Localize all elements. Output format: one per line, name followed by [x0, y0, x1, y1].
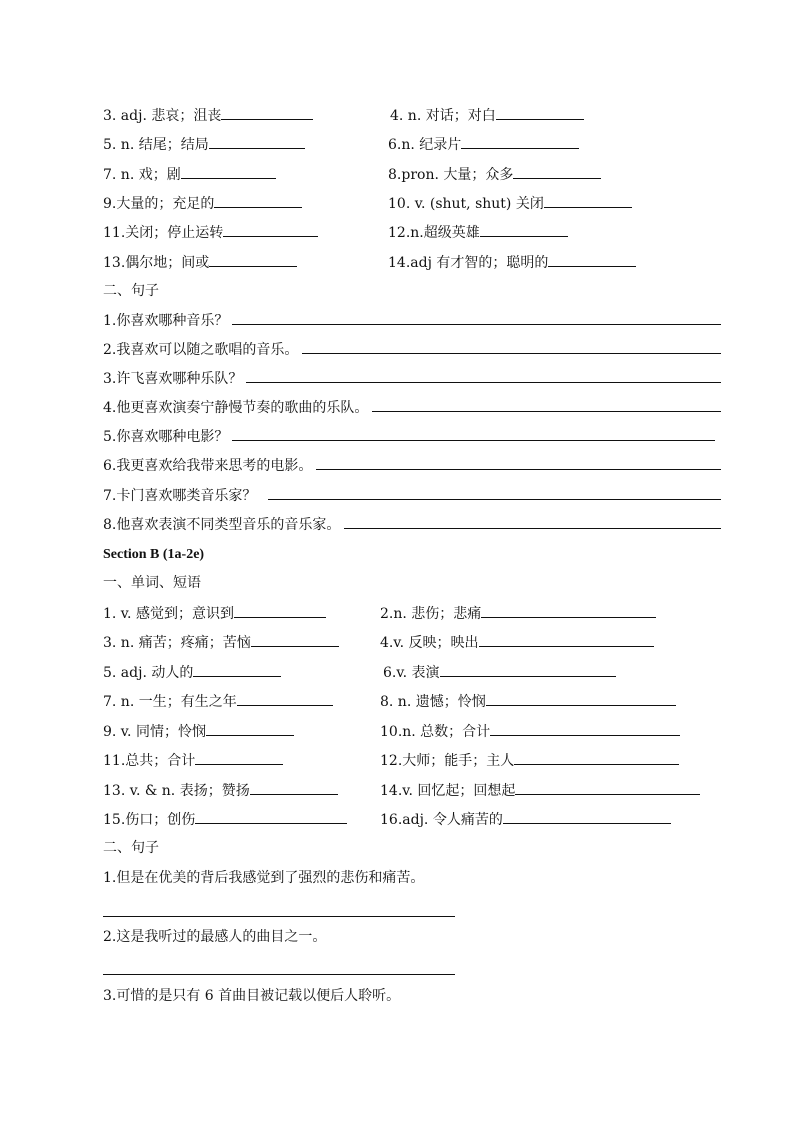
answer-blank[interactable] [544, 192, 632, 208]
vocab-item: 14.v. 回忆起；回想起 [380, 779, 700, 802]
answer-line[interactable] [246, 367, 721, 383]
sentence-item: 1.你喜欢哪种音乐？ [103, 309, 721, 331]
vocab-item: 15.伤口；创伤 [103, 808, 347, 831]
vocab-item: 7. n. 戏；剧 [103, 163, 276, 186]
vocab-item: 8. n. 遗憾；怜悯 [380, 690, 676, 713]
answer-line[interactable] [344, 513, 721, 529]
answer-blank[interactable] [440, 661, 616, 677]
sentence-heading: 二、句子 [103, 283, 159, 299]
vocab-item: 9.大量的；充足的 [103, 192, 302, 215]
answer-blank[interactable] [195, 749, 283, 765]
answer-line[interactable] [302, 338, 721, 354]
answer-blank[interactable] [515, 779, 700, 795]
sentence-item: 1.但是在优美的背后我感觉到了强烈的悲伤和痛苦。 [103, 870, 425, 886]
sentence-heading: 二、句子 [103, 840, 159, 856]
answer-blank[interactable] [513, 163, 601, 179]
sentence-item: 2.这是我听过的最感人的曲目之一。 [103, 929, 327, 945]
answer-blank[interactable] [251, 631, 339, 647]
vocab-item: 4.v. 反映；映出 [380, 631, 654, 654]
sentence-item: 7.卡门喜欢哪类音乐家？ [103, 484, 721, 506]
answer-blank[interactable] [490, 720, 680, 736]
answer-blank[interactable] [461, 133, 579, 149]
vocab-item: 14.adj 有才智的；聪明的 [388, 251, 636, 274]
answer-blank[interactable] [223, 221, 318, 237]
sentence-item: 8.他喜欢表演不同类型音乐的音乐家。 [103, 513, 721, 535]
vocab-heading: 一、单词、短语 [103, 575, 201, 591]
answer-line[interactable] [316, 454, 721, 470]
vocab-item: 9. v. 同情；怜悯 [103, 720, 294, 743]
vocab-item: 8.pron. 大量；众多 [388, 163, 601, 186]
answer-blank[interactable] [221, 104, 313, 120]
answer-blank[interactable] [234, 602, 326, 618]
vocab-item: 5. adj. 动人的 [103, 661, 281, 684]
vocab-item: 10.n. 总数；合计 [380, 720, 680, 743]
vocab-item: 12.大师；能手；主人 [380, 749, 679, 772]
answer-blank[interactable] [250, 779, 338, 795]
vocab-item: 16.adj. 令人痛苦的 [380, 808, 671, 831]
answer-line[interactable] [232, 309, 721, 325]
answer-blank[interactable] [193, 661, 281, 677]
vocab-item: 4. n. 对话；对白 [390, 104, 584, 127]
vocab-item: 3. adj. 悲哀；沮丧 [103, 104, 313, 127]
answer-line[interactable] [103, 916, 455, 917]
answer-blank[interactable] [195, 808, 347, 824]
sentence-item: 3.可惜的是只有 6 首曲目被记载以便后人聆听。 [103, 988, 401, 1004]
answer-blank[interactable] [496, 104, 584, 120]
vocab-item: 12.n.超级英雄 [388, 221, 568, 244]
vocab-item: 5. n. 结尾；结局 [103, 133, 305, 156]
vocab-item: 13.偶尔地；间或 [103, 251, 297, 274]
vocab-item: 11.总共；合计 [103, 749, 283, 772]
answer-line[interactable] [268, 484, 721, 500]
answer-blank[interactable] [209, 251, 297, 267]
answer-blank[interactable] [503, 808, 671, 824]
vocab-item: 6.n. 纪录片 [388, 133, 579, 156]
vocab-item: 1. v. 感觉到；意识到 [103, 602, 326, 625]
vocab-item: 7. n. 一生；有生之年 [103, 690, 333, 713]
answer-blank[interactable] [548, 251, 636, 267]
answer-blank[interactable] [481, 602, 656, 618]
vocab-item: 13. v. & n. 表扬；赞扬 [103, 779, 338, 802]
answer-blank[interactable] [209, 133, 305, 149]
answer-blank[interactable] [237, 690, 333, 706]
answer-blank[interactable] [206, 720, 294, 736]
vocab-item: 3. n. 痛苦；疼痛；苦恼 [103, 631, 339, 654]
sentence-item: 6.我更喜欢给我带来思考的电影。 [103, 454, 721, 476]
answer-blank[interactable] [479, 631, 654, 647]
sentence-item: 5.你喜欢哪种电影？ [103, 425, 715, 447]
answer-blank[interactable] [514, 749, 679, 765]
answer-blank[interactable] [480, 221, 568, 237]
answer-blank[interactable] [486, 690, 676, 706]
sentence-item: 3.许飞喜欢哪种乐队？ [103, 367, 721, 389]
sentence-item: 4.他更喜欢演奏宁静慢节奏的歌曲的乐队。 [103, 396, 721, 418]
answer-line[interactable] [232, 425, 715, 441]
answer-blank[interactable] [214, 192, 302, 208]
answer-line[interactable] [372, 396, 721, 412]
vocab-item: 2.n. 悲伤；悲痛 [380, 602, 656, 625]
sentence-item: 2.我喜欢可以随之歌唱的音乐。 [103, 338, 721, 360]
answer-blank[interactable] [181, 163, 276, 179]
vocab-item: 11.关闭；停止运转 [103, 221, 318, 244]
vocab-item: 10. v. (shut, shut) 关闭 [388, 192, 632, 215]
answer-line[interactable] [103, 974, 455, 975]
section-title: Section B (1a-2e) [103, 547, 205, 562]
vocab-item: 6.v. 表演 [383, 661, 616, 684]
